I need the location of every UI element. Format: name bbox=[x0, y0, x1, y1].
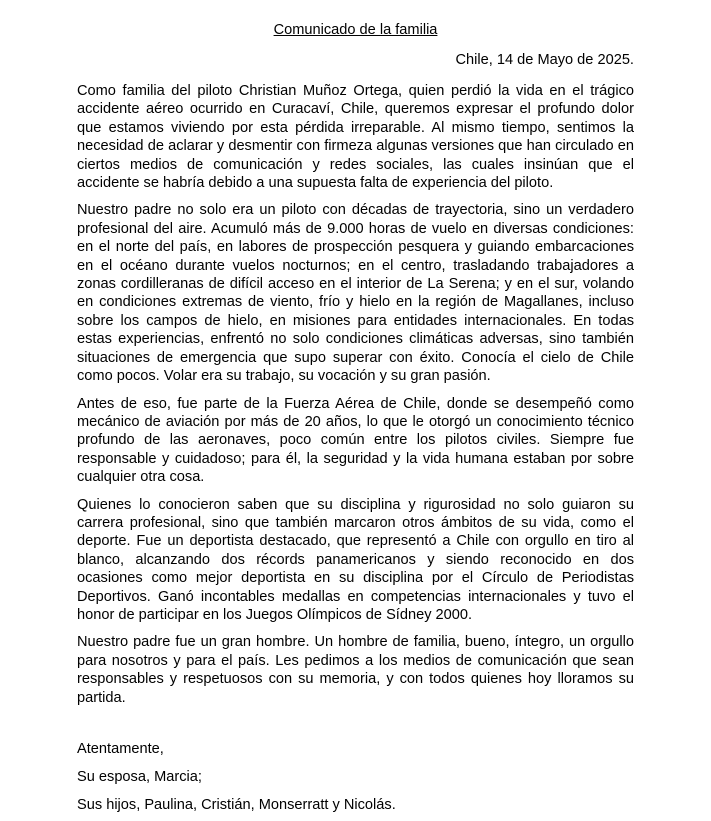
signature-spouse: Su esposa, Marcia; bbox=[77, 769, 202, 785]
closing-salutation: Atentamente, bbox=[77, 741, 164, 757]
paragraph-sport: Quienes lo conocieron saben que su disciplina y rigurosidad no solo guiaron su carrera profesional, sino que también marcaron otros ámbitos de su vida, como el deporte. Fue un deportista destacado, que representó a Chile con orgullo en tiro al blanco, alcanzando dos récords panamericanos y siendo reconocido en dos ocasiones como mejor deportista en su disciplina por el Círculo de Periodistas Deportivos. Ganó incontables medallas en competencias internacionales y tuvo el honor de participar en los Juegos Olímpicos de Sídney 2000. bbox=[77, 496, 634, 623]
signature-children: Sus hijos, Paulina, Cristián, Monserratt y Nicolás. bbox=[77, 797, 396, 813]
paragraph-intro: Como familia del piloto Christian Muñoz Ortega, quien perdió la vida en el trágico accidente aéreo ocurrido en Curacaví, Chile, queremos expresar el profundo dolor que estamos viviendo por esta pérdida irreparable. Al mismo tiempo, sentimos la necesidad de aclarar y desmentir con firmeza algunas versiones que han circulado en ciertos medios de comunicación y redes sociales, las cuales insinúan que el accidente se habría debido a una supuesta falta de experiencia del piloto. bbox=[77, 83, 634, 192]
letter-date: Chile, 14 de Mayo de 2025. bbox=[455, 52, 634, 68]
letter-title: Comunicado de la familia bbox=[273, 22, 438, 38]
letter-page bbox=[77, 18, 634, 821]
signature-block bbox=[77, 737, 634, 817]
paragraph-air-force: Antes de eso, fue parte de la Fuerza Aérea de Chile, donde se desempeñó como mecánico de aviación por más de 20 años, lo que le otorgó un conocimiento técnico profundo de las aeronaves, poco común entre los pilotos civiles. Siempre fue responsable y cuidadoso; para él, la seguridad y la vida humana estaban por sobre cualquier otra cosa. bbox=[77, 395, 634, 486]
paragraph-career: Nuestro padre no solo era un piloto con décadas de trayectoria, sino un verdadero profesional del aire. Acumuló más de 9.000 horas de vuelo en diversas condiciones: en el norte del país, en labores de prospección pesquera y guiando embarcaciones en el océano durante vuelos nocturnos; en el centro, trasladando trabajadores a zonas cordilleranas de difícil acceso en el interior de La Serena; y en el sur, volando en condiciones extremas de viento, frío y hielo en la región de Magallanes, incluso sobre los campos de hielo, en misiones para entidades internacionales. En todas estas experiencias, enfrentó no solo condiciones climáticas adversas, sino también situaciones de emergencia que supo superar con éxito. Conocía el cielo de Chile como pocos. Volar era su trabajo, su vocación y su gran pasión. bbox=[77, 202, 634, 385]
paragraph-closing-plea: Nuestro padre fue un gran hombre. Un hombre de familia, bueno, íntegro, un orgullo para nosotros y para el país. Les pedimos a los medios de comunicación que sean responsables y respetuosos con su memoria, y con todos quienes hoy lloramos su partida. bbox=[77, 634, 634, 706]
